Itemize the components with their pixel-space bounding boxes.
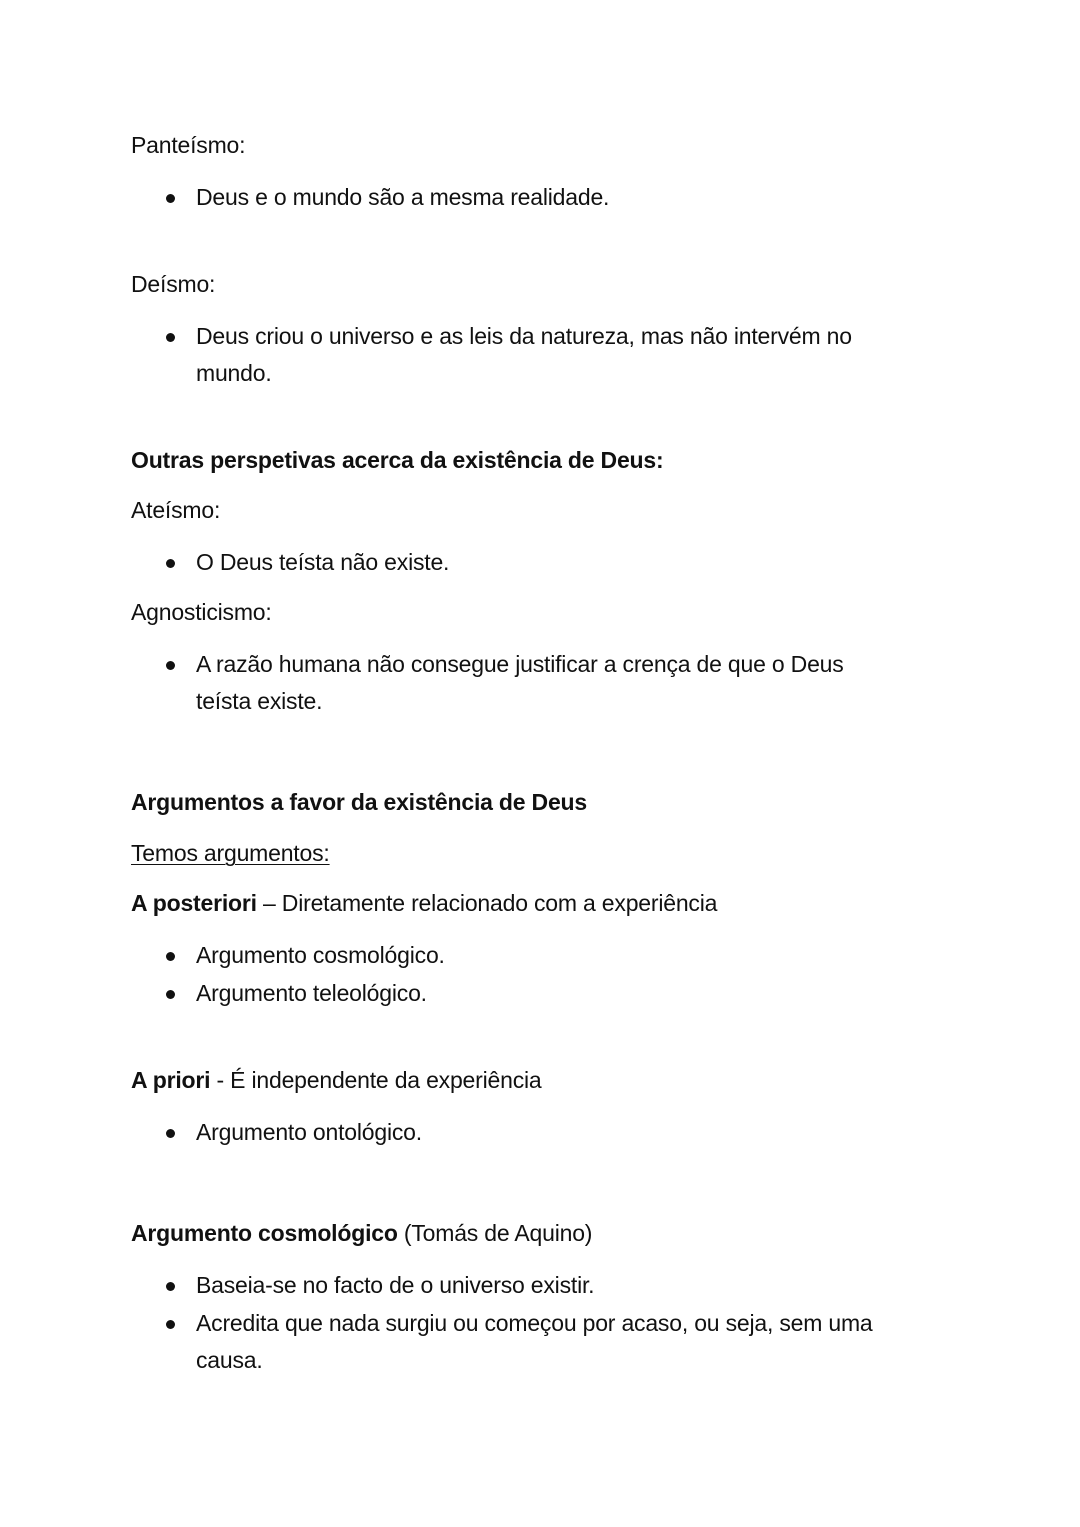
heading-deismo: Deísmo: <box>131 271 216 297</box>
bullet-icon <box>166 1282 175 1291</box>
heading-ateismo: Ateísmo: <box>131 497 221 523</box>
bullet-icon <box>166 194 175 203</box>
definition-text: – Diretamente relacionado com a experiência <box>256 890 718 916</box>
definition-a-posteriori <box>131 885 717 922</box>
bullet-icon <box>166 1129 175 1138</box>
bullet-icon <box>166 1320 175 1329</box>
definition-a-priori <box>131 1062 542 1099</box>
section-title-outras-perspetivas: Outras perspetivas acerca da existência de Deus: <box>131 447 664 473</box>
document-page: Panteísmo: Deus e o mundo são a mesma realidade. Deísmo: Deus criou o universo e as leis da natureza, mas não intervém no mundo. Outras perspetivas acerca da existência de Deus: Ateísmo: O Deus teísta não existe. Agnosticismo: A razão humana não consegue justificar a crença de que o Deus teísta existe. Argumentos a favor da existência de Deus Temos argumentos: A posteriori – Diretamente relacionado com a experiência Argumento cosmológico. Argumento teleológico. A priori - É independente da experiência Argumento ontológico. Argumento cosmológico (Tomás de Aquino) Baseia-se no facto de o universo existir. Acredita que nada surgiu ou começou por acaso, ou seja, sem uma causa. <box>0 0 1080 1527</box>
definition-text: (Tomás de Aquino) <box>397 1220 593 1246</box>
section-title-argumentos: Argumentos a favor da existência de Deus <box>131 789 587 815</box>
bullet-icon <box>166 952 175 961</box>
definition-text: - É independente da experiência <box>210 1067 542 1093</box>
bullet-icon <box>166 661 175 670</box>
bullet-icon <box>166 559 175 568</box>
heading-agnosticismo: Agnosticismo: <box>131 599 272 625</box>
definition-argumento-cosmologico <box>131 1215 592 1252</box>
term: A posteriori <box>131 890 257 916</box>
bullet-icon <box>166 333 175 342</box>
bullet-icon <box>166 990 175 999</box>
heading-panteismo: Panteísmo: <box>131 132 246 158</box>
subheading-temos-argumentos: Temos argumentos: <box>131 840 330 866</box>
term: Argumento cosmológico <box>131 1220 398 1246</box>
term: A priori <box>131 1067 211 1093</box>
